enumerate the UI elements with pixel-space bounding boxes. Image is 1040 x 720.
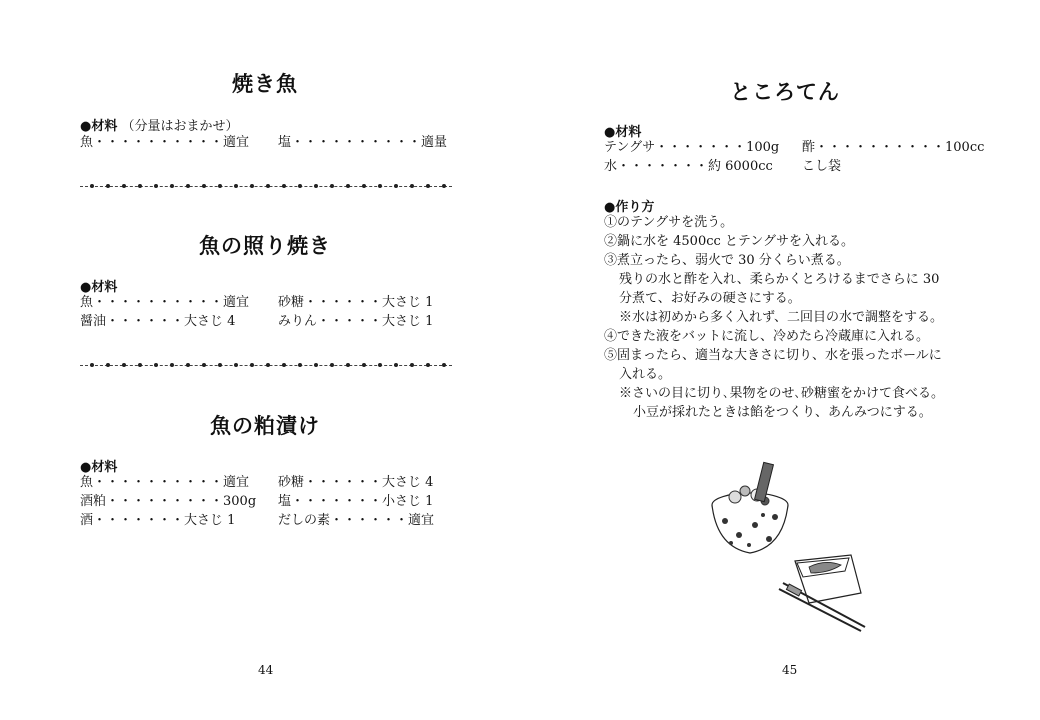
step-note: ※さいの目に切り､果物をのせ､砂糖蜜をかけて食べる。 <box>619 386 945 401</box>
divider-dot <box>410 184 414 188</box>
step-note: ※水は初めから多く入れず、二回目の水で調整をする。 <box>619 310 943 325</box>
step-line: ②鍋に水を 4500cc とテングサを入れる。 <box>604 234 855 249</box>
divider-dot <box>410 363 414 367</box>
divider-dot <box>170 363 174 367</box>
divider-dot <box>442 363 446 367</box>
ingredient-row: 魚・・・・・・・・・・適宜 砂糖・・・・・・大さじ 1 <box>80 295 434 310</box>
step-line: 入れる。 <box>619 367 672 382</box>
divider-dot <box>346 184 350 188</box>
divider-dot <box>218 363 222 367</box>
materials-heading: ●材料 <box>80 280 118 295</box>
step-line: ③煮立ったら、弱火で 30 分くらい煮る。 <box>604 253 850 268</box>
step-line: 小豆が採れたときは餡をつくり、あんみつにする。 <box>633 405 932 420</box>
divider-dot <box>282 184 286 188</box>
divider-dot <box>90 184 94 188</box>
step-line: 残りの水と酢を入れ、柔らかくとろけるまでさらに 30 <box>619 272 940 287</box>
materials-heading: ●材料 （分量はおまかせ） <box>80 119 239 134</box>
divider-dot <box>202 363 206 367</box>
divider-dot <box>234 184 238 188</box>
ingredient-row: 醤油・・・・・・大さじ 4 みりん・・・・・大さじ 1 <box>80 314 434 329</box>
divider-dot <box>234 363 238 367</box>
page-number: 44 <box>258 663 274 677</box>
divider-dot <box>330 363 334 367</box>
section-title-tokoroten: ところてん <box>730 80 840 104</box>
divider-dot <box>298 363 302 367</box>
divider-dot <box>250 184 254 188</box>
divider-dot <box>266 184 270 188</box>
page-number: 45 <box>782 663 798 677</box>
divider-dot <box>218 184 222 188</box>
divider-dot <box>250 363 254 367</box>
divider-dot <box>138 363 142 367</box>
ingredient-row: 酒粕・・・・・・・・・300g 塩・・・・・・・小さじ 1 <box>80 494 434 509</box>
divider-dot <box>122 184 126 188</box>
divider-dot <box>330 184 334 188</box>
step-line: ①のテングサを洗う。 <box>604 215 734 230</box>
divider-dot <box>138 184 142 188</box>
divider-dot <box>378 363 382 367</box>
divider-dot <box>298 184 302 188</box>
step-line: ⑤固まったら、適当な大きさに切り、水を張ったボールに <box>604 348 942 363</box>
method-heading: ●作り方 <box>604 200 655 215</box>
divider-dot <box>362 184 366 188</box>
step-line: ④できた液をバットに流し、冷めたら冷蔵庫に入れる。 <box>604 329 930 344</box>
divider-dot <box>154 363 158 367</box>
divider-dot <box>266 363 270 367</box>
ingredient-row: 魚・・・・・・・・・・適宜 塩・・・・・・・・・・適量 <box>80 135 448 150</box>
divider-dot <box>90 363 94 367</box>
ingredient-row: 酒・・・・・・・大さじ 1 だしの素・・・・・・適宜 <box>80 513 435 528</box>
ingredient-row: テングサ・・・・・・・100g 酢・・・・・・・・・・100cc <box>604 140 985 155</box>
step-line: 分煮て、お好みの硬さにする。 <box>619 291 801 306</box>
dashed-divider <box>80 186 452 187</box>
ingredient-row: 魚・・・・・・・・・・適宜 砂糖・・・・・・大さじ 4 <box>80 475 434 490</box>
divider-dot <box>426 363 430 367</box>
section-title-teriyaki: 魚の照り焼き <box>199 234 331 258</box>
section-title-yakizakana: 焼き魚 <box>232 72 298 96</box>
divider-dot <box>314 363 318 367</box>
divider-dot <box>202 184 206 188</box>
divider-dot <box>186 184 190 188</box>
divider-dot <box>282 363 286 367</box>
divider-dot <box>170 184 174 188</box>
divider-dot <box>394 363 398 367</box>
divider-dot <box>106 184 110 188</box>
ingredient-row: 水・・・・・・・約 6000cc こし袋 <box>604 159 842 174</box>
tokoroten-bowl-illustration <box>705 455 875 635</box>
divider-dot <box>378 184 382 188</box>
section-title-kasuzuke: 魚の粕漬け <box>210 414 320 438</box>
dashed-divider <box>80 365 452 366</box>
divider-dot <box>346 363 350 367</box>
divider-dot <box>314 184 318 188</box>
materials-heading: ●材料 <box>604 125 642 140</box>
divider-dot <box>442 184 446 188</box>
divider-dot <box>154 184 158 188</box>
divider-dot <box>106 363 110 367</box>
divider-dot <box>426 184 430 188</box>
divider-dot <box>186 363 190 367</box>
materials-heading: ●材料 <box>80 460 118 475</box>
divider-dot <box>394 184 398 188</box>
divider-dot <box>362 363 366 367</box>
divider-dot <box>122 363 126 367</box>
right-page <box>520 0 1040 720</box>
